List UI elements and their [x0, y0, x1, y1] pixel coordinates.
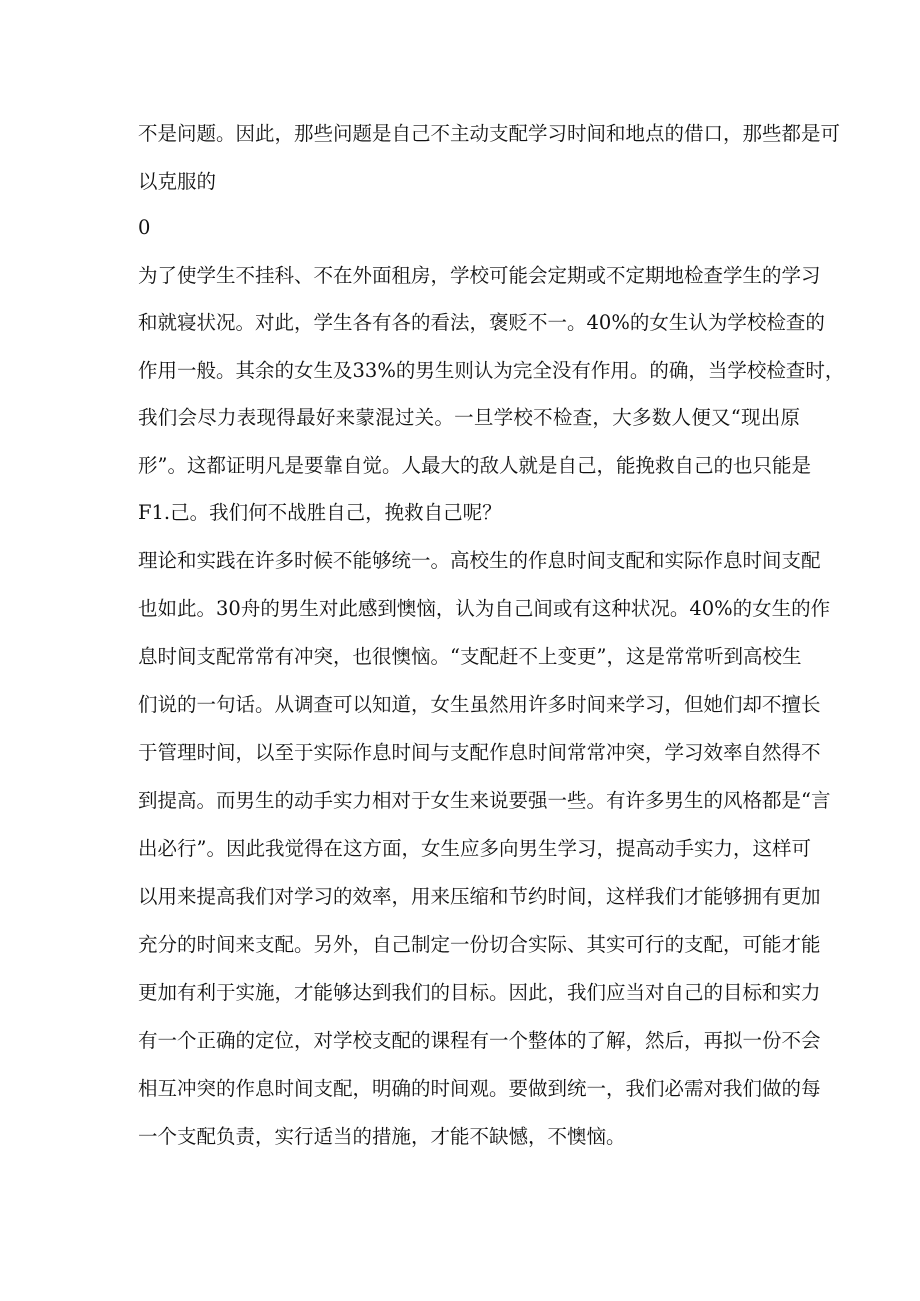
text-line: 也如此。30舟的男生对此感到懊恼，认为自己间或有这种状况。40%的女生的作 — [138, 597, 831, 620]
text-line: 我们会尽力表现得最好来蒙混过关。一旦学校不检查，大多数人便又“现出原 — [138, 406, 800, 429]
text-line: 一个支配负责，实行适当的措施，才能不缺憾，不懊恼。 — [138, 1125, 626, 1148]
text-line: 到提高。而男生的动手实力相对于女生来说要强一些。有许多男生的风格都是“言 — [138, 789, 831, 812]
text-line: 更加有利于实施，才能够达到我们的目标。因此，我们应当对自己的目标和实力 — [138, 981, 821, 1004]
text-line: 以克服的 — [138, 170, 217, 193]
text-line: 0 — [138, 216, 151, 239]
text-line: 相互冲突的作息时间支配，明确的时间观。要做到统一，我们必需对我们做的每 — [138, 1077, 821, 1100]
text-line: 们说的一句话。从调查可以知道，女生虽然用许多时间来学习，但她们却不擅长 — [138, 693, 821, 716]
text-line: 作用一般。其余的女生及33%的男生则认为完全没有作用。的确，当学校检查时， — [138, 359, 845, 382]
text-line: 于管理时间，以至于实际作息时间与支配作息时间常常冲突，学习效率自然得不 — [138, 741, 821, 764]
text-line: 出必行”。因此我觉得在这方面，女生应多向男生学习，提高动手实力，这样可 — [138, 837, 811, 860]
text-line: 形”。这都证明凡是要靠自觉。人最大的敌人就是自己，能挽救自己的也只能是 — [138, 454, 811, 477]
text-line: 息时间支配常常有冲突，也很懊恼。“支配赶不上变更”，这是常常听到高校生 — [138, 645, 802, 668]
text-line: 理论和实践在许多时候不能够统一。高校生的作息时间支配和实际作息时间支配 — [138, 549, 821, 572]
text-line: F1.己。我们何不战胜自己，挽救自己呢？ — [138, 501, 502, 524]
text-line: 为了使学生不挂科、不在外面租房，学校可能会定期或不定期地检查学生的学习 — [138, 264, 821, 287]
text-line: 充分的时间来支配。另外，自己制定一份切合实际、其实可行的支配，可能才能 — [138, 933, 821, 956]
text-line: 和就寝状况。对此，学生各有各的看法，褒贬不一。40%的女生认为学校检查的 — [138, 311, 825, 334]
text-line: 以用来提高我们对学习的效率，用来压缩和节约时间，这样我们才能够拥有更加 — [138, 885, 821, 908]
text-line: 不是问题。因此，那些问题是自己不主动支配学习时间和地点的借口，那些都是可 — [138, 122, 841, 145]
text-line: 有一个正确的定位，对学校支配的课程有一个整体的了解，然后，再拟一份不会 — [138, 1029, 821, 1052]
